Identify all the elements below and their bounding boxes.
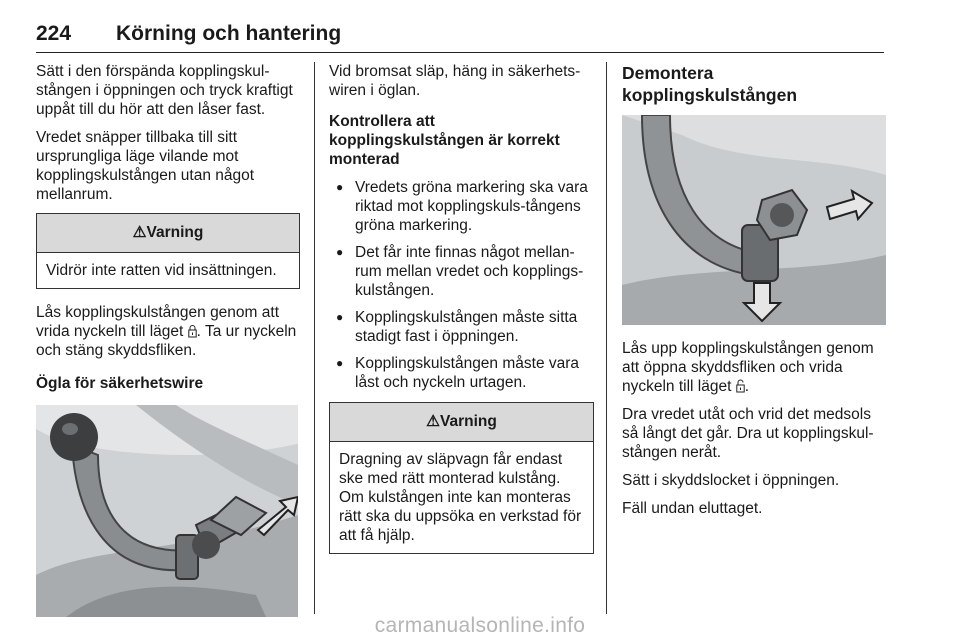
locked-icon — [188, 324, 197, 338]
paragraph: Vredet snäpper tillbaka till sitt ursprungliga läge vilande mot kopplingskulstången utan något mellanrum. — [36, 129, 255, 203]
column-divider — [606, 62, 607, 614]
warning-text: Dragning av släpvagn får endast ske med rätt monterad kulstång. Om kulstången inte kan monteras rätt ska du uppsöka en verkstad för att få hjälp. — [339, 451, 582, 544]
paragraph-text: Lås kopplingskulstången genom att vrida nyckeln till läget — [36, 304, 279, 340]
list-item: ● Kopplingskulstången måste vara låst och nyckeln urtagen. — [329, 354, 594, 392]
paragraph: Sätt i skyddslocket i öppningen. — [622, 472, 840, 489]
section-heading: Demontera kopplingskulstången — [622, 63, 798, 105]
chapter-title: Körning och hantering — [116, 22, 342, 45]
list-item: ● Kopplingskulstången måste sitta stadigt fast i öppningen. — [329, 308, 594, 346]
column-3 — [622, 62, 888, 527]
warning-header — [37, 214, 299, 253]
paragraph-text: . Ta ur nyckeln och stäng skyddsfliken. — [36, 323, 297, 359]
warning-box — [36, 213, 300, 289]
watermark: carmanualsonline.info — [374, 614, 586, 637]
column-2 — [329, 62, 594, 568]
paragraph: Vid bromsat släp, häng in säkerhets-wiren i öglan. — [329, 63, 581, 99]
warning-title: Varning — [440, 413, 497, 430]
paragraph — [36, 303, 300, 360]
warning-box — [329, 402, 594, 554]
safety-wire-eyelet-illustration — [36, 405, 298, 617]
warning-triangle-icon: ⚠ — [132, 224, 147, 241]
warning-triangle-icon: ⚠ — [426, 413, 441, 430]
warning-title: Varning — [146, 224, 204, 241]
unlocked-icon — [736, 379, 745, 393]
list-item: ● Det får inte finnas något mellan-rum mellan vredet och kopplings-kulstången. — [329, 243, 594, 300]
paragraph: Fäll undan eluttaget. — [622, 500, 763, 517]
list-item: ● Vredets gröna markering ska vara riktad mot kopplingskuls-tångens gröna markering. — [329, 178, 594, 235]
warning-header — [330, 403, 593, 442]
warning-text: Vidrör inte ratten vid insättningen. — [46, 262, 277, 279]
page-header — [36, 22, 884, 53]
section-heading: Ögla för säkerhetswire — [36, 375, 204, 392]
paragraph: Dra vredet utåt och vrid det medsols så långt det går. Dra ut kopplingskul-stången neråt. — [622, 406, 874, 461]
paragraph — [622, 339, 888, 396]
paragraph-text: . — [744, 378, 750, 395]
column-1 — [36, 62, 300, 617]
bullet-list — [329, 178, 594, 392]
paragraph: Sätt i den förspända kopplingskul-stången i öppningen och tryck kraftigt uppåt till du hör att den låser fast. — [36, 63, 293, 118]
section-heading: Kontrollera att kopplingskulstången är korrekt monterad — [329, 113, 560, 168]
remove-towbar-illustration — [622, 115, 886, 325]
paragraph-text: Lås upp kopplingskulstången genom att öppna skyddsfliken och vrida nyckeln till läget — [622, 340, 874, 395]
column-divider — [314, 62, 315, 614]
page-number: 224 — [36, 22, 72, 45]
